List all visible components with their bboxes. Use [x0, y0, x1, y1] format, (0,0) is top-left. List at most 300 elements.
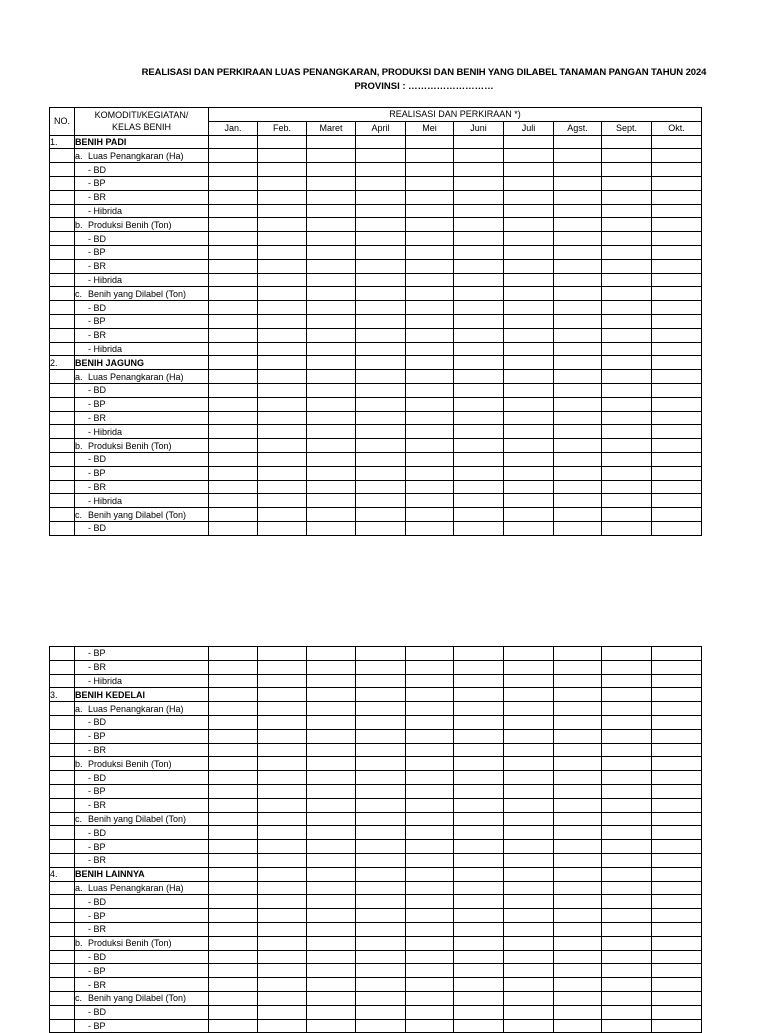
value-cell[interactable]	[356, 978, 406, 992]
value-cell[interactable]	[356, 397, 406, 411]
value-cell[interactable]	[406, 964, 454, 978]
value-cell[interactable]	[602, 853, 652, 867]
value-cell[interactable]	[504, 950, 554, 964]
value-cell[interactable]	[602, 176, 652, 190]
value-cell[interactable]	[454, 950, 504, 964]
value-cell[interactable]	[406, 1005, 454, 1019]
value-cell[interactable]	[454, 176, 504, 190]
value-cell[interactable]	[652, 176, 702, 190]
value-cell[interactable]	[454, 411, 504, 425]
value-cell[interactable]	[356, 991, 406, 1005]
value-cell[interactable]	[454, 521, 504, 535]
value-cell[interactable]	[209, 383, 258, 397]
value-cell[interactable]	[258, 853, 307, 867]
value-cell[interactable]	[209, 1005, 258, 1019]
value-cell[interactable]	[258, 287, 307, 301]
value-cell[interactable]	[209, 674, 258, 688]
value-cell[interactable]	[554, 978, 602, 992]
value-cell[interactable]	[554, 688, 602, 702]
value-cell[interactable]	[652, 370, 702, 384]
value-cell[interactable]	[307, 881, 356, 895]
value-cell[interactable]	[454, 647, 504, 661]
value-cell[interactable]	[258, 466, 307, 480]
value-cell[interactable]	[554, 314, 602, 328]
value-cell[interactable]	[652, 909, 702, 923]
value-cell[interactable]	[602, 328, 652, 342]
value-cell[interactable]	[554, 480, 602, 494]
value-cell[interactable]	[258, 771, 307, 785]
value-cell[interactable]	[454, 301, 504, 315]
value-cell[interactable]	[554, 411, 602, 425]
value-cell[interactable]	[554, 397, 602, 411]
value-cell[interactable]	[209, 688, 258, 702]
value-cell[interactable]	[454, 964, 504, 978]
value-cell[interactable]	[454, 466, 504, 480]
value-cell[interactable]	[356, 370, 406, 384]
value-cell[interactable]	[652, 936, 702, 950]
value-cell[interactable]	[504, 259, 554, 273]
value-cell[interactable]	[258, 674, 307, 688]
value-cell[interactable]	[356, 314, 406, 328]
value-cell[interactable]	[652, 439, 702, 453]
value-cell[interactable]	[602, 245, 652, 259]
value-cell[interactable]	[454, 204, 504, 218]
value-cell[interactable]	[307, 425, 356, 439]
value-cell[interactable]	[307, 936, 356, 950]
value-cell[interactable]	[406, 301, 454, 315]
value-cell[interactable]	[209, 356, 258, 370]
value-cell[interactable]	[406, 647, 454, 661]
value-cell[interactable]	[406, 936, 454, 950]
value-cell[interactable]	[554, 964, 602, 978]
value-cell[interactable]	[209, 812, 258, 826]
value-cell[interactable]	[454, 232, 504, 246]
value-cell[interactable]	[258, 397, 307, 411]
value-cell[interactable]	[258, 936, 307, 950]
value-cell[interactable]	[307, 314, 356, 328]
value-cell[interactable]	[406, 259, 454, 273]
value-cell[interactable]	[554, 950, 602, 964]
value-cell[interactable]	[554, 218, 602, 232]
value-cell[interactable]	[504, 909, 554, 923]
value-cell[interactable]	[406, 991, 454, 1005]
value-cell[interactable]	[258, 991, 307, 1005]
value-cell[interactable]	[454, 840, 504, 854]
value-cell[interactable]	[209, 715, 258, 729]
value-cell[interactable]	[356, 466, 406, 480]
value-cell[interactable]	[504, 204, 554, 218]
value-cell[interactable]	[258, 439, 307, 453]
value-cell[interactable]	[307, 715, 356, 729]
value-cell[interactable]	[454, 397, 504, 411]
value-cell[interactable]	[209, 826, 258, 840]
value-cell[interactable]	[356, 232, 406, 246]
value-cell[interactable]	[356, 218, 406, 232]
value-cell[interactable]	[406, 232, 454, 246]
value-cell[interactable]	[602, 826, 652, 840]
value-cell[interactable]	[209, 964, 258, 978]
value-cell[interactable]	[504, 342, 554, 356]
value-cell[interactable]	[554, 466, 602, 480]
value-cell[interactable]	[602, 840, 652, 854]
value-cell[interactable]	[307, 702, 356, 716]
value-cell[interactable]	[454, 798, 504, 812]
value-cell[interactable]	[652, 411, 702, 425]
value-cell[interactable]	[356, 647, 406, 661]
value-cell[interactable]	[356, 480, 406, 494]
value-cell[interactable]	[602, 784, 652, 798]
value-cell[interactable]	[504, 840, 554, 854]
value-cell[interactable]	[652, 135, 702, 149]
value-cell[interactable]	[504, 1005, 554, 1019]
value-cell[interactable]	[454, 853, 504, 867]
value-cell[interactable]	[602, 895, 652, 909]
value-cell[interactable]	[652, 991, 702, 1005]
value-cell[interactable]	[504, 771, 554, 785]
value-cell[interactable]	[454, 757, 504, 771]
value-cell[interactable]	[307, 647, 356, 661]
value-cell[interactable]	[356, 135, 406, 149]
value-cell[interactable]	[406, 715, 454, 729]
value-cell[interactable]	[652, 729, 702, 743]
value-cell[interactable]	[602, 674, 652, 688]
value-cell[interactable]	[406, 163, 454, 177]
value-cell[interactable]	[652, 647, 702, 661]
value-cell[interactable]	[209, 245, 258, 259]
value-cell[interactable]	[504, 729, 554, 743]
value-cell[interactable]	[602, 383, 652, 397]
value-cell[interactable]	[406, 204, 454, 218]
value-cell[interactable]	[454, 480, 504, 494]
value-cell[interactable]	[258, 978, 307, 992]
value-cell[interactable]	[258, 729, 307, 743]
value-cell[interactable]	[356, 757, 406, 771]
value-cell[interactable]	[258, 204, 307, 218]
value-cell[interactable]	[554, 715, 602, 729]
value-cell[interactable]	[356, 743, 406, 757]
value-cell[interactable]	[602, 991, 652, 1005]
value-cell[interactable]	[454, 784, 504, 798]
value-cell[interactable]	[504, 674, 554, 688]
value-cell[interactable]	[307, 135, 356, 149]
value-cell[interactable]	[554, 287, 602, 301]
value-cell[interactable]	[602, 314, 652, 328]
value-cell[interactable]	[652, 743, 702, 757]
value-cell[interactable]	[504, 1019, 554, 1033]
value-cell[interactable]	[454, 826, 504, 840]
value-cell[interactable]	[652, 494, 702, 508]
value-cell[interactable]	[554, 729, 602, 743]
value-cell[interactable]	[209, 647, 258, 661]
value-cell[interactable]	[504, 245, 554, 259]
value-cell[interactable]	[652, 715, 702, 729]
value-cell[interactable]	[258, 895, 307, 909]
value-cell[interactable]	[652, 1019, 702, 1033]
value-cell[interactable]	[356, 411, 406, 425]
value-cell[interactable]	[307, 149, 356, 163]
value-cell[interactable]	[307, 674, 356, 688]
value-cell[interactable]	[307, 218, 356, 232]
value-cell[interactable]	[554, 743, 602, 757]
value-cell[interactable]	[406, 176, 454, 190]
value-cell[interactable]	[258, 245, 307, 259]
value-cell[interactable]	[602, 1019, 652, 1033]
value-cell[interactable]	[209, 840, 258, 854]
value-cell[interactable]	[652, 259, 702, 273]
value-cell[interactable]	[652, 1005, 702, 1019]
value-cell[interactable]	[602, 909, 652, 923]
value-cell[interactable]	[209, 922, 258, 936]
value-cell[interactable]	[652, 521, 702, 535]
value-cell[interactable]	[356, 342, 406, 356]
value-cell[interactable]	[406, 273, 454, 287]
value-cell[interactable]	[307, 245, 356, 259]
value-cell[interactable]	[504, 521, 554, 535]
value-cell[interactable]	[307, 743, 356, 757]
value-cell[interactable]	[652, 853, 702, 867]
value-cell[interactable]	[504, 853, 554, 867]
value-cell[interactable]	[258, 715, 307, 729]
value-cell[interactable]	[258, 452, 307, 466]
value-cell[interactable]	[258, 702, 307, 716]
value-cell[interactable]	[454, 439, 504, 453]
value-cell[interactable]	[602, 259, 652, 273]
value-cell[interactable]	[554, 204, 602, 218]
value-cell[interactable]	[602, 425, 652, 439]
value-cell[interactable]	[406, 922, 454, 936]
value-cell[interactable]	[258, 508, 307, 522]
value-cell[interactable]	[602, 204, 652, 218]
value-cell[interactable]	[258, 647, 307, 661]
value-cell[interactable]	[602, 411, 652, 425]
value-cell[interactable]	[356, 702, 406, 716]
value-cell[interactable]	[307, 190, 356, 204]
value-cell[interactable]	[356, 895, 406, 909]
value-cell[interactable]	[209, 328, 258, 342]
value-cell[interactable]	[307, 660, 356, 674]
value-cell[interactable]	[356, 328, 406, 342]
value-cell[interactable]	[209, 991, 258, 1005]
value-cell[interactable]	[504, 991, 554, 1005]
value-cell[interactable]	[652, 383, 702, 397]
value-cell[interactable]	[406, 812, 454, 826]
value-cell[interactable]	[454, 287, 504, 301]
value-cell[interactable]	[554, 383, 602, 397]
value-cell[interactable]	[209, 867, 258, 881]
value-cell[interactable]	[307, 259, 356, 273]
value-cell[interactable]	[504, 826, 554, 840]
value-cell[interactable]	[554, 895, 602, 909]
value-cell[interactable]	[307, 991, 356, 1005]
value-cell[interactable]	[602, 647, 652, 661]
value-cell[interactable]	[504, 452, 554, 466]
value-cell[interactable]	[209, 232, 258, 246]
value-cell[interactable]	[406, 508, 454, 522]
value-cell[interactable]	[504, 411, 554, 425]
value-cell[interactable]	[307, 867, 356, 881]
value-cell[interactable]	[307, 978, 356, 992]
value-cell[interactable]	[454, 342, 504, 356]
value-cell[interactable]	[504, 439, 554, 453]
value-cell[interactable]	[652, 826, 702, 840]
value-cell[interactable]	[652, 881, 702, 895]
value-cell[interactable]	[554, 163, 602, 177]
value-cell[interactable]	[554, 425, 602, 439]
value-cell[interactable]	[652, 812, 702, 826]
value-cell[interactable]	[602, 135, 652, 149]
value-cell[interactable]	[406, 356, 454, 370]
value-cell[interactable]	[209, 176, 258, 190]
value-cell[interactable]	[504, 273, 554, 287]
value-cell[interactable]	[406, 950, 454, 964]
value-cell[interactable]	[406, 688, 454, 702]
value-cell[interactable]	[307, 1005, 356, 1019]
value-cell[interactable]	[554, 647, 602, 661]
value-cell[interactable]	[504, 301, 554, 315]
value-cell[interactable]	[258, 909, 307, 923]
value-cell[interactable]	[454, 674, 504, 688]
value-cell[interactable]	[406, 466, 454, 480]
value-cell[interactable]	[307, 771, 356, 785]
value-cell[interactable]	[454, 314, 504, 328]
value-cell[interactable]	[209, 163, 258, 177]
value-cell[interactable]	[307, 383, 356, 397]
value-cell[interactable]	[209, 204, 258, 218]
value-cell[interactable]	[209, 895, 258, 909]
value-cell[interactable]	[209, 881, 258, 895]
value-cell[interactable]	[602, 521, 652, 535]
value-cell[interactable]	[406, 218, 454, 232]
value-cell[interactable]	[602, 301, 652, 315]
value-cell[interactable]	[356, 190, 406, 204]
value-cell[interactable]	[602, 342, 652, 356]
value-cell[interactable]	[307, 494, 356, 508]
value-cell[interactable]	[258, 370, 307, 384]
value-cell[interactable]	[554, 1005, 602, 1019]
value-cell[interactable]	[258, 798, 307, 812]
value-cell[interactable]	[406, 853, 454, 867]
value-cell[interactable]	[209, 439, 258, 453]
value-cell[interactable]	[504, 466, 554, 480]
value-cell[interactable]	[454, 688, 504, 702]
value-cell[interactable]	[454, 881, 504, 895]
value-cell[interactable]	[258, 328, 307, 342]
value-cell[interactable]	[406, 342, 454, 356]
value-cell[interactable]	[356, 674, 406, 688]
value-cell[interactable]	[554, 881, 602, 895]
value-cell[interactable]	[356, 853, 406, 867]
value-cell[interactable]	[454, 383, 504, 397]
value-cell[interactable]	[652, 508, 702, 522]
value-cell[interactable]	[554, 370, 602, 384]
value-cell[interactable]	[258, 163, 307, 177]
value-cell[interactable]	[209, 978, 258, 992]
value-cell[interactable]	[454, 812, 504, 826]
value-cell[interactable]	[307, 950, 356, 964]
value-cell[interactable]	[356, 259, 406, 273]
value-cell[interactable]	[504, 397, 554, 411]
value-cell[interactable]	[602, 218, 652, 232]
value-cell[interactable]	[258, 135, 307, 149]
value-cell[interactable]	[356, 964, 406, 978]
value-cell[interactable]	[356, 425, 406, 439]
value-cell[interactable]	[554, 176, 602, 190]
value-cell[interactable]	[307, 840, 356, 854]
value-cell[interactable]	[258, 301, 307, 315]
value-cell[interactable]	[356, 771, 406, 785]
value-cell[interactable]	[406, 149, 454, 163]
value-cell[interactable]	[356, 176, 406, 190]
value-cell[interactable]	[258, 149, 307, 163]
value-cell[interactable]	[258, 840, 307, 854]
value-cell[interactable]	[554, 757, 602, 771]
value-cell[interactable]	[602, 922, 652, 936]
value-cell[interactable]	[356, 840, 406, 854]
value-cell[interactable]	[602, 370, 652, 384]
value-cell[interactable]	[504, 895, 554, 909]
value-cell[interactable]	[554, 149, 602, 163]
value-cell[interactable]	[504, 314, 554, 328]
value-cell[interactable]	[356, 950, 406, 964]
value-cell[interactable]	[406, 245, 454, 259]
value-cell[interactable]	[652, 190, 702, 204]
value-cell[interactable]	[209, 190, 258, 204]
value-cell[interactable]	[307, 163, 356, 177]
value-cell[interactable]	[406, 729, 454, 743]
value-cell[interactable]	[356, 287, 406, 301]
value-cell[interactable]	[652, 204, 702, 218]
value-cell[interactable]	[602, 149, 652, 163]
value-cell[interactable]	[652, 328, 702, 342]
value-cell[interactable]	[209, 729, 258, 743]
value-cell[interactable]	[554, 342, 602, 356]
value-cell[interactable]	[504, 163, 554, 177]
value-cell[interactable]	[258, 1019, 307, 1033]
value-cell[interactable]	[356, 936, 406, 950]
value-cell[interactable]	[258, 784, 307, 798]
value-cell[interactable]	[406, 397, 454, 411]
value-cell[interactable]	[209, 218, 258, 232]
value-cell[interactable]	[652, 245, 702, 259]
value-cell[interactable]	[652, 702, 702, 716]
value-cell[interactable]	[406, 411, 454, 425]
value-cell[interactable]	[307, 397, 356, 411]
value-cell[interactable]	[258, 342, 307, 356]
value-cell[interactable]	[504, 508, 554, 522]
value-cell[interactable]	[602, 964, 652, 978]
value-cell[interactable]	[554, 259, 602, 273]
value-cell[interactable]	[406, 190, 454, 204]
value-cell[interactable]	[454, 190, 504, 204]
value-cell[interactable]	[602, 480, 652, 494]
value-cell[interactable]	[504, 135, 554, 149]
value-cell[interactable]	[258, 356, 307, 370]
value-cell[interactable]	[602, 936, 652, 950]
value-cell[interactable]	[652, 287, 702, 301]
value-cell[interactable]	[258, 521, 307, 535]
value-cell[interactable]	[652, 840, 702, 854]
value-cell[interactable]	[504, 287, 554, 301]
value-cell[interactable]	[454, 702, 504, 716]
value-cell[interactable]	[307, 273, 356, 287]
value-cell[interactable]	[209, 301, 258, 315]
value-cell[interactable]	[602, 1005, 652, 1019]
value-cell[interactable]	[454, 135, 504, 149]
value-cell[interactable]	[356, 826, 406, 840]
value-cell[interactable]	[652, 466, 702, 480]
value-cell[interactable]	[258, 757, 307, 771]
value-cell[interactable]	[406, 702, 454, 716]
